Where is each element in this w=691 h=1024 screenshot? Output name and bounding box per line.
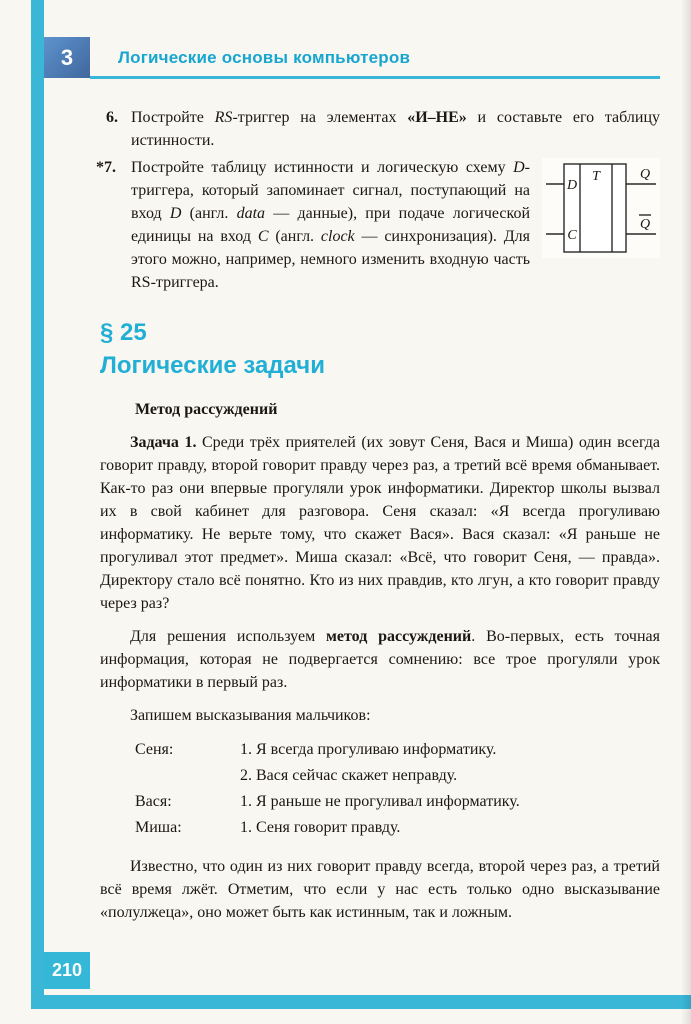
exercise-number: *7. bbox=[96, 159, 116, 176]
statements-intro: Запишем высказывания мальчиков: bbox=[130, 707, 371, 724]
statement-name: Сеня: bbox=[135, 741, 174, 758]
d-trigger-schematic bbox=[542, 158, 660, 258]
chapter-number: 3 bbox=[60, 44, 74, 70]
statements-table bbox=[100, 737, 660, 841]
t-type-label: T bbox=[592, 169, 600, 184]
exercise-text: Постройте RS-триггер на элементах «И–НЕ» и составьте его таблицу истинности. bbox=[131, 109, 660, 149]
statement-row bbox=[100, 815, 660, 841]
d-input-label: D bbox=[566, 178, 578, 193]
statement-row bbox=[100, 789, 660, 815]
section-heading bbox=[100, 316, 660, 382]
statement-name: Миша: bbox=[135, 819, 182, 836]
solution-paragraph: Для решения используем метод рассуждений. Во-первых, есть точная информация, которая не подвергается сомнению: все трое прогуляли урок информатики в первый раз. bbox=[100, 628, 660, 691]
section-number: § 25 bbox=[100, 319, 147, 346]
statement-name: Вася: bbox=[135, 793, 172, 810]
statement-name bbox=[100, 763, 240, 789]
page-content bbox=[96, 100, 661, 924]
d-trigger-diagram bbox=[542, 158, 660, 258]
final-paragraph: Известно, что один из них говорит правду всегда, второй через раз, а третий всё время лжёт. Отметим, что если у нас есть только одно высказывание «полулжеца», оно может быть как истинным, так и ложным. bbox=[100, 858, 660, 921]
statement-row bbox=[100, 763, 660, 789]
page-number: 210 bbox=[51, 960, 83, 980]
bottom-accent-bar bbox=[31, 995, 691, 1009]
chapter-title: Логические основы компьютеров bbox=[118, 48, 411, 67]
c-input-label: C bbox=[567, 228, 577, 243]
section-title: Логические задачи bbox=[100, 352, 325, 379]
left-accent-bar bbox=[31, 0, 44, 1009]
page-number-box bbox=[44, 952, 90, 989]
exercise-item-7 bbox=[96, 156, 660, 294]
statement-text: 1. Я раньше не прогуливал информатику. bbox=[240, 793, 520, 810]
statement-text: 1. Сеня говорит правду. bbox=[240, 819, 401, 836]
q-inverted-output-label: Q bbox=[639, 217, 651, 232]
statement-text: 1. Я всегда прогуливаю информатику. bbox=[240, 741, 497, 758]
header-rule bbox=[90, 76, 660, 79]
exercise-item-6 bbox=[100, 106, 660, 152]
statement-text: 2. Вася сейчас скажет неправду. bbox=[240, 767, 458, 784]
method-heading: Метод рассуждений bbox=[135, 401, 278, 418]
task-paragraph: Задача 1. Среди трёх приятелей (их зовут Сеня, Вася и Миша) один всегда говорит правду, второй говорит правду через раз, а третий всё время обманывает. Как-то раз они впервые прогуляли урок информатики. Директор школы вызвал их в свой кабинет для разговора. Сеня сказал: «Я всегда прогуливаю информатику. Не верьте тому, что скажет Вася». Вася сказал: «Я раньше не прогуливал этот предмет». Миша сказал: «Всё, что говорит Сеня, — правда». Директору стало всё понятно. Кто из них правдив, кто лгун, а кто говорит правду через раз? bbox=[100, 434, 661, 612]
chapter-number-box bbox=[44, 37, 90, 78]
statement-row bbox=[100, 737, 660, 763]
exercise-number: 6. bbox=[106, 109, 118, 126]
q-output-label: Q bbox=[639, 167, 651, 182]
exercise-text: Постройте таблицу истинности и логическую схему D-триггера, который запоминает сигнал, поступающий на вход D (англ. data — данные), при подаче логической единицы на вход C (англ. clock — синхронизация). Для этого можно, например, немного изменить входную часть RS-триггера. bbox=[131, 159, 531, 291]
